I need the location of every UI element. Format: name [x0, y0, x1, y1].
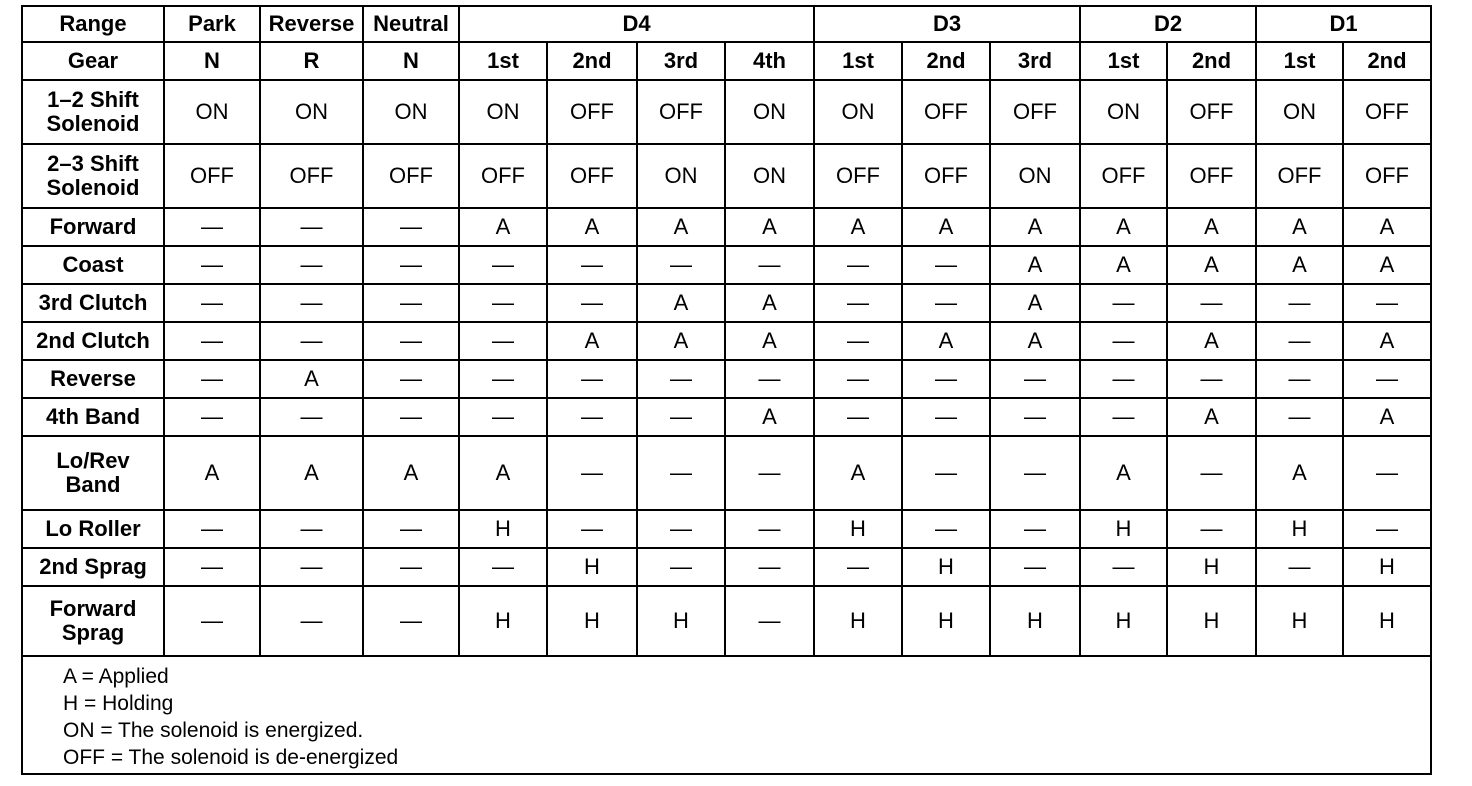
status-cell: H [1080, 586, 1167, 656]
status-cell: — [637, 436, 725, 510]
status-cell: — [637, 398, 725, 436]
status-cell: — [814, 548, 902, 586]
status-cell: — [725, 360, 814, 398]
status-cell: — [637, 246, 725, 284]
status-cell: A [637, 322, 725, 360]
status-cell: — [637, 548, 725, 586]
status-cell: — [814, 322, 902, 360]
status-cell: H [814, 586, 902, 656]
status-cell: — [1167, 360, 1256, 398]
status-cell: — [902, 510, 990, 548]
status-cell: A [459, 436, 547, 510]
range-cell: D3 [814, 6, 1080, 42]
status-cell: A [1256, 208, 1343, 246]
status-cell: — [363, 322, 459, 360]
status-cell: OFF [164, 144, 260, 208]
status-cell: ON [260, 80, 363, 144]
status-cell: — [363, 208, 459, 246]
status-cell: A [725, 398, 814, 436]
status-cell: OFF [637, 80, 725, 144]
status-cell: — [547, 360, 637, 398]
range-header-row [22, 6, 1431, 42]
status-cell: — [260, 510, 363, 548]
status-cell: — [363, 510, 459, 548]
row-label: Coast [22, 246, 164, 284]
range-cell: D4 [459, 6, 814, 42]
legend-item: OFF = The solenoid is de-energized [63, 746, 399, 769]
status-cell: A [1080, 246, 1167, 284]
status-cell: H [459, 510, 547, 548]
status-cell: ON [990, 144, 1080, 208]
status-cell: OFF [1167, 144, 1256, 208]
status-cell: — [990, 436, 1080, 510]
status-cell: A [902, 322, 990, 360]
table-row [22, 398, 1431, 436]
status-cell: — [260, 548, 363, 586]
legend-item: ON = The solenoid is energized. [63, 719, 364, 742]
row-label: Lo Roller [22, 510, 164, 548]
status-cell: — [814, 246, 902, 284]
status-cell: A [547, 322, 637, 360]
status-cell: ON [1256, 80, 1343, 144]
status-cell: ON [459, 80, 547, 144]
status-cell: — [1256, 284, 1343, 322]
status-cell: H [990, 586, 1080, 656]
status-cell: — [1080, 322, 1167, 360]
status-cell: A [637, 208, 725, 246]
status-cell: — [1080, 398, 1167, 436]
status-cell: — [363, 360, 459, 398]
status-cell: A [1167, 398, 1256, 436]
status-cell: A [902, 208, 990, 246]
legend-item: H = Holding [63, 692, 174, 715]
legend-item: A = Applied [63, 665, 169, 688]
row-label: Forward Sprag [22, 586, 164, 656]
gear-cell: 1st [814, 42, 902, 80]
row-label: 2nd Clutch [22, 322, 164, 360]
status-cell: H [1343, 548, 1431, 586]
status-cell: — [363, 398, 459, 436]
status-cell: — [1343, 284, 1431, 322]
status-cell: — [1343, 436, 1431, 510]
table-row [22, 284, 1431, 322]
status-cell: H [547, 586, 637, 656]
status-cell: — [164, 208, 260, 246]
row-label: 2–3 Shift Solenoid [22, 144, 164, 208]
status-cell: — [459, 246, 547, 284]
status-cell: A [814, 208, 902, 246]
status-cell: A [1343, 398, 1431, 436]
status-cell: — [260, 284, 363, 322]
status-cell: ON [637, 144, 725, 208]
gear-label: Gear [22, 42, 164, 80]
status-cell: A [363, 436, 459, 510]
status-cell: — [902, 284, 990, 322]
gear-cell: 2nd [1343, 42, 1431, 80]
status-cell: OFF [1343, 144, 1431, 208]
status-cell: — [902, 360, 990, 398]
table-row [22, 246, 1431, 284]
status-cell: — [363, 246, 459, 284]
status-cell: — [1343, 360, 1431, 398]
status-cell: A [164, 436, 260, 510]
gear-cell: 3rd [637, 42, 725, 80]
status-cell: — [260, 208, 363, 246]
status-cell: — [725, 436, 814, 510]
status-cell: A [260, 360, 363, 398]
status-cell: — [637, 510, 725, 548]
table-row [22, 208, 1431, 246]
status-cell: H [814, 510, 902, 548]
status-cell: — [1343, 510, 1431, 548]
status-cell: — [725, 510, 814, 548]
status-cell: — [459, 284, 547, 322]
status-cell: A [1343, 208, 1431, 246]
status-cell: A [990, 208, 1080, 246]
status-cell: ON [814, 80, 902, 144]
status-cell: — [637, 360, 725, 398]
status-cell: — [902, 246, 990, 284]
status-cell: — [164, 246, 260, 284]
row-label: Reverse [22, 360, 164, 398]
status-cell: ON [1080, 80, 1167, 144]
legend [22, 656, 1431, 774]
status-cell: — [1256, 548, 1343, 586]
status-cell: — [459, 548, 547, 586]
status-cell: A [637, 284, 725, 322]
status-cell: — [260, 586, 363, 656]
status-cell: — [547, 436, 637, 510]
status-cell: A [725, 322, 814, 360]
status-cell: H [1167, 586, 1256, 656]
status-cell: — [902, 398, 990, 436]
status-cell: OFF [902, 80, 990, 144]
status-cell: — [902, 436, 990, 510]
status-cell: — [260, 322, 363, 360]
gear-cell: 3rd [990, 42, 1080, 80]
status-cell: — [1080, 548, 1167, 586]
gear-cell: 1st [459, 42, 547, 80]
status-cell: A [1080, 436, 1167, 510]
gear-cell: 2nd [547, 42, 637, 80]
status-cell: A [1080, 208, 1167, 246]
status-cell: A [990, 322, 1080, 360]
status-cell: — [1167, 510, 1256, 548]
status-cell: — [1256, 360, 1343, 398]
status-cell: — [725, 548, 814, 586]
table-row [22, 510, 1431, 548]
status-cell: — [164, 510, 260, 548]
status-cell: — [459, 360, 547, 398]
status-cell: H [459, 586, 547, 656]
table-row [22, 322, 1431, 360]
status-cell: — [164, 586, 260, 656]
status-cell: H [1167, 548, 1256, 586]
status-cell: A [1343, 322, 1431, 360]
status-cell: H [1343, 586, 1431, 656]
status-cell: A [260, 436, 363, 510]
status-cell: A [1256, 246, 1343, 284]
status-cell: — [363, 548, 459, 586]
status-cell: — [164, 398, 260, 436]
status-cell: — [990, 510, 1080, 548]
status-cell: OFF [814, 144, 902, 208]
status-cell: — [260, 398, 363, 436]
table-row [22, 360, 1431, 398]
gear-cell: N [164, 42, 260, 80]
status-cell: — [164, 360, 260, 398]
status-cell: A [990, 246, 1080, 284]
status-cell: OFF [363, 144, 459, 208]
status-cell: — [1080, 284, 1167, 322]
status-cell: — [260, 246, 363, 284]
status-cell: — [814, 284, 902, 322]
table-row [22, 548, 1431, 586]
status-cell: H [1080, 510, 1167, 548]
status-cell: OFF [1256, 144, 1343, 208]
range-cell: Neutral [363, 6, 459, 42]
status-cell: — [363, 284, 459, 322]
status-cell: OFF [1167, 80, 1256, 144]
status-cell: OFF [1343, 80, 1431, 144]
status-cell: — [363, 586, 459, 656]
status-cell: OFF [547, 144, 637, 208]
status-cell: — [990, 548, 1080, 586]
status-cell: OFF [1080, 144, 1167, 208]
range-cell: D2 [1080, 6, 1256, 42]
status-cell: — [547, 246, 637, 284]
status-cell: ON [363, 80, 459, 144]
status-cell: — [164, 284, 260, 322]
shift-chart-table [21, 5, 1432, 775]
gear-cell: N [363, 42, 459, 80]
status-cell: A [814, 436, 902, 510]
gear-cell: R [260, 42, 363, 80]
table-row [22, 586, 1431, 656]
status-cell: — [547, 510, 637, 548]
status-cell: OFF [260, 144, 363, 208]
legend-row [22, 656, 1431, 774]
status-cell: — [1167, 436, 1256, 510]
gear-cell: 2nd [1167, 42, 1256, 80]
status-cell: ON [164, 80, 260, 144]
status-cell: — [725, 246, 814, 284]
row-label: 2nd Sprag [22, 548, 164, 586]
gear-cell: 1st [1256, 42, 1343, 80]
status-cell: — [990, 360, 1080, 398]
status-cell: A [547, 208, 637, 246]
status-cell: — [459, 322, 547, 360]
status-cell: OFF [459, 144, 547, 208]
gear-cell: 2nd [902, 42, 990, 80]
status-cell: — [814, 398, 902, 436]
status-cell: — [547, 398, 637, 436]
status-cell: — [990, 398, 1080, 436]
status-cell: A [1256, 436, 1343, 510]
status-cell: — [725, 586, 814, 656]
row-label: Lo/Rev Band [22, 436, 164, 510]
status-cell: — [1167, 284, 1256, 322]
status-cell: A [725, 208, 814, 246]
status-cell: — [814, 360, 902, 398]
range-label: Range [22, 6, 164, 42]
status-cell: OFF [547, 80, 637, 144]
status-cell: — [1256, 322, 1343, 360]
status-cell: A [990, 284, 1080, 322]
status-cell: OFF [990, 80, 1080, 144]
status-cell: H [637, 586, 725, 656]
table-row [22, 436, 1431, 510]
status-cell: H [902, 586, 990, 656]
status-cell: ON [725, 144, 814, 208]
status-cell: H [547, 548, 637, 586]
gear-cell: 1st [1080, 42, 1167, 80]
status-cell: ON [725, 80, 814, 144]
status-cell: A [1167, 208, 1256, 246]
status-cell: H [902, 548, 990, 586]
status-cell: — [547, 284, 637, 322]
status-cell: A [1167, 322, 1256, 360]
range-cell: D1 [1256, 6, 1431, 42]
row-label: Forward [22, 208, 164, 246]
status-cell: — [459, 398, 547, 436]
gear-header-row [22, 42, 1431, 80]
status-cell: H [1256, 510, 1343, 548]
row-label: 4th Band [22, 398, 164, 436]
status-cell: — [1256, 398, 1343, 436]
status-cell: — [164, 548, 260, 586]
status-cell: A [1167, 246, 1256, 284]
row-label: 1–2 Shift Solenoid [22, 80, 164, 144]
status-cell: A [459, 208, 547, 246]
status-cell: OFF [902, 144, 990, 208]
table-row [22, 80, 1431, 144]
range-cell: Park [164, 6, 260, 42]
status-cell: A [725, 284, 814, 322]
row-label: 3rd Clutch [22, 284, 164, 322]
table-row [22, 144, 1431, 208]
status-cell: H [1256, 586, 1343, 656]
status-cell: — [1080, 360, 1167, 398]
range-cell: Reverse [260, 6, 363, 42]
status-cell: — [164, 322, 260, 360]
gear-cell: 4th [725, 42, 814, 80]
status-cell: A [1343, 246, 1431, 284]
